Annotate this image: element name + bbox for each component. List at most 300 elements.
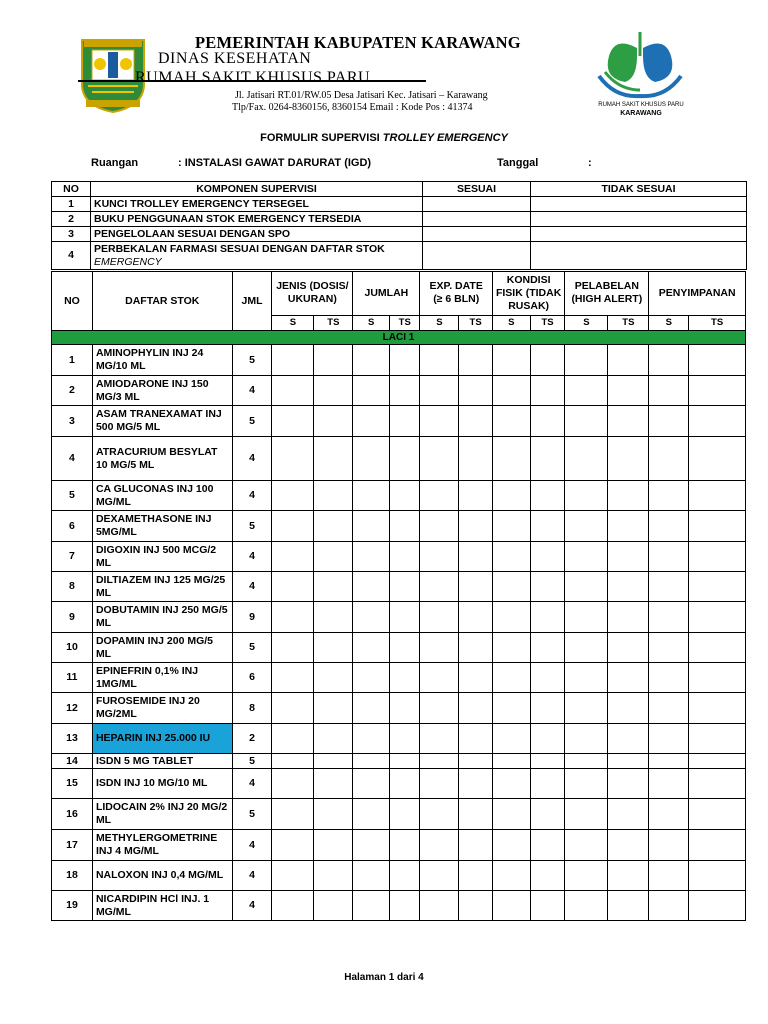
- check-cell[interactable]: [492, 511, 530, 542]
- check-cell[interactable]: [565, 799, 608, 830]
- stock-item-name: FUROSEMIDE INJ 20 MG/2ML: [92, 693, 232, 724]
- check-cell[interactable]: [565, 861, 608, 891]
- row-no: 11: [52, 663, 93, 693]
- check-cell[interactable]: [390, 542, 420, 572]
- stock-item-jml: 4: [232, 376, 272, 406]
- check-cell[interactable]: [608, 633, 649, 663]
- room-value: : INSTALASI GAWAT DARURAT (IGD): [178, 157, 372, 169]
- check-cell[interactable]: [459, 891, 493, 921]
- check-cell[interactable]: [565, 481, 608, 511]
- row-no: 3: [52, 227, 91, 242]
- check-cell[interactable]: [314, 602, 353, 633]
- table-row: [52, 212, 747, 227]
- stock-item-jml: 5: [232, 754, 272, 769]
- check-cell[interactable]: [530, 511, 565, 542]
- check-cell[interactable]: [459, 376, 493, 406]
- check-cell[interactable]: [420, 602, 459, 633]
- check-cell[interactable]: [565, 724, 608, 754]
- check-cell[interactable]: [689, 799, 746, 830]
- check-cell[interactable]: [390, 376, 420, 406]
- check-cell[interactable]: [530, 769, 565, 799]
- check-cell[interactable]: [314, 572, 353, 602]
- check-cell[interactable]: [649, 406, 689, 437]
- check-cell[interactable]: [689, 481, 746, 511]
- check-cell[interactable]: [608, 799, 649, 830]
- check-cell[interactable]: [530, 406, 565, 437]
- check-cell[interactable]: [492, 542, 530, 572]
- check-cell[interactable]: [565, 830, 608, 861]
- check-cell[interactable]: [314, 376, 353, 406]
- check-cell[interactable]: [492, 724, 530, 754]
- check-cell[interactable]: [565, 769, 608, 799]
- sesuai-cell[interactable]: [423, 227, 531, 242]
- check-cell[interactable]: [314, 724, 353, 754]
- check-cell[interactable]: [649, 511, 689, 542]
- check-cell[interactable]: [649, 542, 689, 572]
- check-cell[interactable]: [459, 437, 493, 481]
- check-cell[interactable]: [608, 769, 649, 799]
- check-cell[interactable]: [608, 345, 649, 376]
- row-no: 10: [52, 633, 93, 663]
- check-cell[interactable]: [492, 602, 530, 633]
- check-cell[interactable]: [353, 861, 390, 891]
- check-cell[interactable]: [608, 376, 649, 406]
- check-cell[interactable]: [459, 830, 493, 861]
- check-cell[interactable]: [420, 724, 459, 754]
- row-no: 5: [52, 481, 93, 511]
- check-cell[interactable]: [272, 345, 314, 376]
- check-cell[interactable]: [390, 602, 420, 633]
- check-cell[interactable]: [565, 572, 608, 602]
- row-text: KUNCI TROLLEY EMERGENCY TERSEGEL: [91, 197, 423, 212]
- check-cell[interactable]: [353, 511, 390, 542]
- check-cell[interactable]: [390, 891, 420, 921]
- row-no: 1: [52, 345, 93, 376]
- check-cell[interactable]: [314, 861, 353, 891]
- stock-item-jml: 4: [232, 861, 272, 891]
- table-row: [52, 830, 746, 861]
- check-cell[interactable]: [459, 511, 493, 542]
- check-cell[interactable]: [314, 345, 353, 376]
- form-title-plain: FORMULIR SUPERVISI: [260, 132, 383, 144]
- table-row: [52, 754, 746, 769]
- check-cell[interactable]: [272, 754, 314, 769]
- check-cell[interactable]: [459, 406, 493, 437]
- check-cell[interactable]: [530, 542, 565, 572]
- check-cell[interactable]: [353, 769, 390, 799]
- check-cell[interactable]: [530, 830, 565, 861]
- check-cell[interactable]: [420, 633, 459, 663]
- check-cell[interactable]: [390, 693, 420, 724]
- check-cell[interactable]: [530, 481, 565, 511]
- page-number: Halaman 1 dari 4: [344, 972, 424, 983]
- tidak-sesuai-cell[interactable]: [531, 212, 747, 227]
- check-cell[interactable]: [530, 693, 565, 724]
- stock-item-name: AMIODARONE INJ 150 MG/3 ML: [92, 376, 232, 406]
- check-cell[interactable]: [565, 406, 608, 437]
- check-cell[interactable]: [689, 602, 746, 633]
- check-cell[interactable]: [689, 724, 746, 754]
- header-address: Jl. Jatisari RT.01/RW.05 Desa Jatisari Kec. Jatisari – Karawang: [235, 90, 488, 101]
- check-cell[interactable]: [420, 799, 459, 830]
- check-cell[interactable]: [390, 633, 420, 663]
- check-cell[interactable]: [530, 891, 565, 921]
- check-cell[interactable]: [390, 406, 420, 437]
- check-cell[interactable]: [314, 437, 353, 481]
- row-no: 14: [52, 754, 93, 769]
- check-cell[interactable]: [608, 481, 649, 511]
- check-cell[interactable]: [530, 724, 565, 754]
- check-cell[interactable]: [420, 754, 459, 769]
- check-cell[interactable]: [608, 602, 649, 633]
- check-cell[interactable]: [390, 437, 420, 481]
- check-cell[interactable]: [649, 481, 689, 511]
- stock-item-jml: 4: [232, 769, 272, 799]
- check-cell[interactable]: [272, 891, 314, 921]
- check-cell[interactable]: [689, 406, 746, 437]
- check-cell[interactable]: [390, 861, 420, 891]
- check-cell[interactable]: [353, 345, 390, 376]
- sesuai-cell[interactable]: [423, 212, 531, 227]
- check-cell[interactable]: [272, 437, 314, 481]
- check-cell[interactable]: [459, 799, 493, 830]
- col-header-ts: TS: [608, 315, 649, 330]
- check-cell[interactable]: [272, 693, 314, 724]
- check-cell[interactable]: [649, 602, 689, 633]
- check-cell[interactable]: [353, 693, 390, 724]
- check-cell[interactable]: [689, 376, 746, 406]
- stock-body: [52, 345, 746, 921]
- check-cell[interactable]: [492, 376, 530, 406]
- check-cell[interactable]: [689, 663, 746, 693]
- table-row: [52, 511, 746, 542]
- check-cell[interactable]: [420, 769, 459, 799]
- stock-item-jml: 9: [232, 602, 272, 633]
- check-cell[interactable]: [314, 481, 353, 511]
- check-cell[interactable]: [314, 799, 353, 830]
- check-cell[interactable]: [314, 542, 353, 572]
- check-cell[interactable]: [689, 769, 746, 799]
- check-cell[interactable]: [492, 830, 530, 861]
- check-cell[interactable]: [353, 754, 390, 769]
- form-title: [0, 132, 768, 144]
- check-cell[interactable]: [272, 511, 314, 542]
- check-cell[interactable]: [649, 633, 689, 663]
- check-cell[interactable]: [608, 663, 649, 693]
- check-cell[interactable]: [459, 754, 493, 769]
- check-cell[interactable]: [272, 663, 314, 693]
- row-text: PENGELOLAAN SESUAI DENGAN SPO: [91, 227, 423, 242]
- check-cell[interactable]: [649, 861, 689, 891]
- check-cell[interactable]: [390, 663, 420, 693]
- check-cell[interactable]: [353, 830, 390, 861]
- check-cell[interactable]: [492, 663, 530, 693]
- stock-item-name: CA GLUCONAS INJ 100 MG/ML: [92, 481, 232, 511]
- check-cell[interactable]: [390, 345, 420, 376]
- check-cell[interactable]: [689, 572, 746, 602]
- check-cell[interactable]: [314, 830, 353, 861]
- check-cell[interactable]: [565, 511, 608, 542]
- check-cell[interactable]: [314, 693, 353, 724]
- check-cell[interactable]: [492, 769, 530, 799]
- check-cell[interactable]: [314, 406, 353, 437]
- sesuai-cell[interactable]: [423, 242, 531, 270]
- row-text-cell: [91, 242, 423, 270]
- check-cell[interactable]: [420, 481, 459, 511]
- check-cell[interactable]: [492, 861, 530, 891]
- supervision-table: [51, 181, 747, 270]
- check-cell[interactable]: [390, 769, 420, 799]
- check-cell[interactable]: [353, 437, 390, 481]
- check-cell[interactable]: [459, 663, 493, 693]
- col-header-ts: TS: [689, 315, 746, 330]
- check-cell[interactable]: [390, 799, 420, 830]
- check-cell[interactable]: [492, 633, 530, 663]
- check-cell[interactable]: [530, 633, 565, 663]
- tidak-sesuai-cell[interactable]: [531, 242, 747, 270]
- check-cell[interactable]: [353, 542, 390, 572]
- check-cell[interactable]: [530, 572, 565, 602]
- col-header-sesuai: SESUAI: [423, 182, 531, 197]
- check-cell[interactable]: [420, 542, 459, 572]
- check-cell[interactable]: [314, 754, 353, 769]
- stock-item-name: NICARDIPIN HCl INJ. 1 MG/ML: [92, 891, 232, 921]
- check-cell[interactable]: [272, 799, 314, 830]
- check-cell[interactable]: [689, 891, 746, 921]
- check-cell[interactable]: [608, 830, 649, 861]
- check-cell[interactable]: [420, 830, 459, 861]
- tidak-sesuai-cell[interactable]: [531, 227, 747, 242]
- check-cell[interactable]: [272, 481, 314, 511]
- check-cell[interactable]: [390, 572, 420, 602]
- check-cell[interactable]: [314, 769, 353, 799]
- check-cell[interactable]: [608, 437, 649, 481]
- check-cell[interactable]: [530, 376, 565, 406]
- check-cell[interactable]: [420, 345, 459, 376]
- check-cell[interactable]: [459, 542, 493, 572]
- check-cell[interactable]: [608, 511, 649, 542]
- check-cell[interactable]: [565, 437, 608, 481]
- check-cell[interactable]: [565, 345, 608, 376]
- form-title-italic: TROLLEY EMERGENCY: [382, 132, 508, 144]
- row-no: 7: [52, 542, 93, 572]
- check-cell[interactable]: [530, 799, 565, 830]
- check-cell[interactable]: [608, 572, 649, 602]
- check-cell[interactable]: [530, 663, 565, 693]
- stock-item-name: DIGOXIN INJ 500 MCG/2 ML: [92, 542, 232, 572]
- check-cell[interactable]: [272, 542, 314, 572]
- check-cell[interactable]: [649, 799, 689, 830]
- check-cell[interactable]: [353, 663, 390, 693]
- col-header-daftar-stok: DAFTAR STOK: [92, 272, 232, 331]
- check-cell[interactable]: [649, 754, 689, 769]
- check-cell[interactable]: [420, 572, 459, 602]
- row-no: 4: [52, 242, 91, 270]
- check-cell[interactable]: [565, 891, 608, 921]
- check-cell[interactable]: [649, 572, 689, 602]
- row-no: 18: [52, 861, 93, 891]
- check-cell[interactable]: [420, 663, 459, 693]
- check-cell[interactable]: [565, 693, 608, 724]
- check-cell[interactable]: [649, 891, 689, 921]
- check-cell[interactable]: [530, 754, 565, 769]
- check-cell[interactable]: [649, 437, 689, 481]
- check-cell[interactable]: [492, 406, 530, 437]
- stock-item-jml: 8: [232, 693, 272, 724]
- col-header-jumlah: JUMLAH: [353, 272, 420, 316]
- check-cell[interactable]: [649, 345, 689, 376]
- check-cell[interactable]: [459, 633, 493, 663]
- check-cell[interactable]: [314, 633, 353, 663]
- check-cell[interactable]: [420, 861, 459, 891]
- check-cell[interactable]: [689, 437, 746, 481]
- check-cell[interactable]: [390, 481, 420, 511]
- check-cell[interactable]: [272, 602, 314, 633]
- check-cell[interactable]: [649, 769, 689, 799]
- stock-item-name: EPINEFRIN 0,1% INJ 1MG/ML: [92, 663, 232, 693]
- stock-item-name: AMINOPHYLIN INJ 24 MG/10 ML: [92, 345, 232, 376]
- check-cell[interactable]: [390, 511, 420, 542]
- check-cell[interactable]: [459, 861, 493, 891]
- table-row: [52, 227, 747, 242]
- check-cell[interactable]: [689, 754, 746, 769]
- check-cell[interactable]: [420, 406, 459, 437]
- check-cell[interactable]: [689, 633, 746, 663]
- check-cell[interactable]: [272, 861, 314, 891]
- check-cell[interactable]: [272, 830, 314, 861]
- check-cell[interactable]: [390, 754, 420, 769]
- check-cell[interactable]: [492, 754, 530, 769]
- table-row: [52, 542, 746, 572]
- check-cell[interactable]: [565, 754, 608, 769]
- check-cell[interactable]: [353, 602, 390, 633]
- header-government: PEMERINTAH KABUPATEN KARAWANG: [195, 33, 521, 52]
- check-cell[interactable]: [689, 861, 746, 891]
- check-cell[interactable]: [353, 572, 390, 602]
- check-cell[interactable]: [565, 602, 608, 633]
- check-cell[interactable]: [272, 376, 314, 406]
- section-laci: LACI 1: [52, 331, 746, 345]
- check-cell[interactable]: [353, 724, 390, 754]
- date-field[interactable]: :: [588, 157, 592, 169]
- check-cell[interactable]: [353, 891, 390, 921]
- check-cell[interactable]: [492, 345, 530, 376]
- col-header-jenis: JENIS (DOSIS/ UKURAN): [272, 272, 353, 316]
- check-cell[interactable]: [353, 376, 390, 406]
- check-cell[interactable]: [565, 542, 608, 572]
- check-cell[interactable]: [272, 724, 314, 754]
- check-cell[interactable]: [530, 602, 565, 633]
- check-cell[interactable]: [565, 633, 608, 663]
- check-cell[interactable]: [492, 481, 530, 511]
- check-cell[interactable]: [689, 830, 746, 861]
- col-header-s: S: [565, 315, 608, 330]
- check-cell[interactable]: [459, 724, 493, 754]
- check-cell[interactable]: [689, 693, 746, 724]
- check-cell[interactable]: [649, 693, 689, 724]
- check-cell[interactable]: [272, 406, 314, 437]
- check-cell[interactable]: [649, 663, 689, 693]
- check-cell[interactable]: [689, 542, 746, 572]
- check-cell[interactable]: [608, 891, 649, 921]
- check-cell[interactable]: [390, 724, 420, 754]
- check-cell[interactable]: [565, 663, 608, 693]
- stock-item-name: LIDOCAIN 2% INJ 20 MG/2 ML: [92, 799, 232, 830]
- check-cell[interactable]: [608, 542, 649, 572]
- check-cell[interactable]: [459, 693, 493, 724]
- check-cell[interactable]: [420, 437, 459, 481]
- col-header-pelabelan: PELABELAN (HIGH ALERT): [565, 272, 649, 316]
- check-cell[interactable]: [530, 437, 565, 481]
- col-header-kondisi: KONDISI FISIK (TIDAK RUSAK): [492, 272, 564, 316]
- check-cell[interactable]: [420, 376, 459, 406]
- check-cell[interactable]: [420, 693, 459, 724]
- row-text: BUKU PENGGUNAAN STOK EMERGENCY TERSEDIA: [91, 212, 423, 227]
- check-cell[interactable]: [608, 724, 649, 754]
- check-cell[interactable]: [530, 861, 565, 891]
- check-cell[interactable]: [420, 511, 459, 542]
- check-cell[interactable]: [353, 481, 390, 511]
- col-header-ts: TS: [390, 315, 420, 330]
- col-header-exp: EXP. DATE (≥ 6 BLN): [420, 272, 492, 316]
- check-cell[interactable]: [272, 769, 314, 799]
- check-cell[interactable]: [689, 345, 746, 376]
- check-cell[interactable]: [492, 572, 530, 602]
- check-cell[interactable]: [565, 376, 608, 406]
- tidak-sesuai-cell[interactable]: [531, 197, 747, 212]
- check-cell[interactable]: [314, 663, 353, 693]
- check-cell[interactable]: [608, 406, 649, 437]
- check-cell[interactable]: [314, 891, 353, 921]
- sesuai-cell[interactable]: [423, 197, 531, 212]
- row-no: 1: [52, 197, 91, 212]
- check-cell[interactable]: [390, 830, 420, 861]
- check-cell[interactable]: [649, 724, 689, 754]
- check-cell[interactable]: [689, 511, 746, 542]
- check-cell[interactable]: [649, 376, 689, 406]
- check-cell[interactable]: [608, 754, 649, 769]
- check-cell[interactable]: [272, 633, 314, 663]
- table-row: [52, 633, 746, 663]
- check-cell[interactable]: [649, 830, 689, 861]
- check-cell[interactable]: [420, 891, 459, 921]
- check-cell[interactable]: [492, 891, 530, 921]
- check-cell[interactable]: [459, 602, 493, 633]
- stock-item-jml: 5: [232, 511, 272, 542]
- check-cell[interactable]: [353, 799, 390, 830]
- check-cell[interactable]: [530, 345, 565, 376]
- check-cell[interactable]: [353, 406, 390, 437]
- check-cell[interactable]: [272, 572, 314, 602]
- check-cell[interactable]: [608, 861, 649, 891]
- row-no: 8: [52, 572, 93, 602]
- check-cell[interactable]: [492, 693, 530, 724]
- check-cell[interactable]: [459, 572, 493, 602]
- check-cell[interactable]: [459, 345, 493, 376]
- check-cell[interactable]: [459, 769, 493, 799]
- check-cell[interactable]: [608, 693, 649, 724]
- stock-item-jml: 5: [232, 345, 272, 376]
- check-cell[interactable]: [492, 437, 530, 481]
- check-cell[interactable]: [492, 799, 530, 830]
- col-header-penyimpanan: PENYIMPANAN: [649, 272, 746, 316]
- stock-item-jml: 5: [232, 406, 272, 437]
- row-no: 19: [52, 891, 93, 921]
- check-cell[interactable]: [459, 481, 493, 511]
- check-cell[interactable]: [314, 511, 353, 542]
- check-cell[interactable]: [353, 633, 390, 663]
- stock-item-name: METHYLERGOMETRINE INJ 4 MG/ML: [92, 830, 232, 861]
